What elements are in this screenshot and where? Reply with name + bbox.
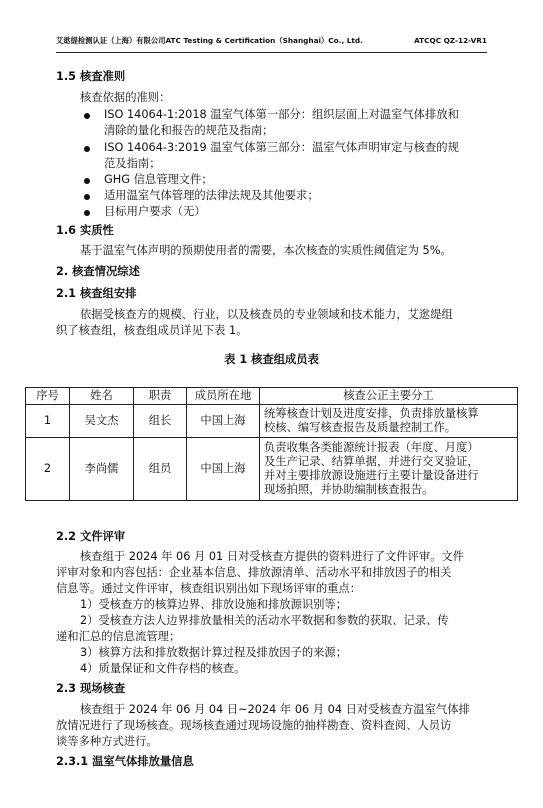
cell-duty — [260, 438, 518, 501]
cell-location: 中国上海 — [187, 438, 260, 501]
duty-line: 现场拍照，并协助编制核查报告。 — [264, 483, 434, 496]
col-header-role: 职责 — [134, 388, 187, 405]
col-header-no: 序号 — [26, 388, 70, 405]
section-2-2-heading: 2.2 文件评审 — [56, 530, 126, 543]
section-2-2-para-line-3: 信息等。通过文件评审，核查组识别出如下现场评审的重点： — [56, 582, 362, 595]
criteria-item-5: 目标用户要求（无） — [104, 205, 206, 218]
section-2-1-body-line-2: 织了核查组，核查组成员详见下表 1。 — [56, 324, 248, 337]
table-row — [26, 438, 518, 501]
criteria-item-3: GHG 信息管理文件； — [104, 173, 213, 186]
section-1-6-heading: 1.6 实质性 — [56, 224, 114, 237]
section-2-3-body-line-2: 放情况进行了现场核查。现场核查通过现场设施的抽样勘查、资料查阅、人员访 — [56, 719, 452, 732]
criteria-item-1-line-2: 清除的量化和报告的规范及指南； — [104, 124, 274, 137]
col-header-duty: 核查公正主要分工 — [260, 388, 518, 405]
cell-no: 2 — [26, 438, 70, 501]
team-members-table — [25, 387, 518, 501]
table-row — [26, 405, 518, 438]
section-2-2-para-line-2: 评审对象和内容包括：企业基本信息、排放源清单、活动水平和排放因子的相关 — [56, 566, 452, 579]
section-2-1-heading: 2.1 核查组安排 — [56, 287, 137, 300]
review-item-4: 4）质量保证和文件存档的核查。 — [80, 662, 246, 675]
table-caption: 表 1 核查组成员表 — [224, 353, 319, 366]
cell-name: 李尚儒 — [70, 438, 134, 501]
header-company: 艾逖缇检测认证（上海）有限公司ATC Testing & Certification（Shanghai）Co., Ltd. — [56, 36, 363, 45]
criteria-item-2-line-1: ISO 14064-3:2019 温室气体第三部分：温室气体声明审定与核查的规 — [104, 141, 459, 154]
col-header-location: 成员所在地 — [187, 388, 260, 405]
section-1-6-body: 基于温室气体声明的预期使用者的需要，本次核查的实质性阈值定为 5%。 — [80, 244, 452, 257]
page-header — [56, 36, 487, 50]
table-header-row — [26, 388, 518, 405]
section-1-5-intro: 核查依据的准则： — [80, 91, 171, 104]
cell-location: 中国上海 — [187, 405, 260, 438]
section-2-3-heading: 2.3 现场核查 — [56, 682, 126, 695]
bullet-dot-icon — [84, 194, 90, 200]
section-2-3-1-heading: 2.3.1 温室气体排放量信息 — [56, 755, 194, 768]
bullet-dot-icon — [84, 210, 90, 216]
section-2-3-body-line-1: 核查组于 2024 年 06 月 04 日~2024 年 06 月 04 日对受核查方温室气体排 — [80, 703, 470, 716]
duty-line: 及生产记录、结算单据，并进行交叉验证， — [264, 455, 479, 468]
cell-no: 1 — [26, 405, 70, 438]
review-item-2-line-1: 2）受核查方法人边界排放量相关的活动水平数据和参数的获取、记录、传 — [80, 614, 449, 627]
section-2-3-body-line-3: 谈等多种方式进行。 — [56, 735, 158, 748]
criteria-item-4: 适用温室气体管理的法律法规及其他要求； — [104, 189, 319, 202]
header-divider — [56, 52, 487, 53]
cell-duty — [260, 405, 518, 438]
cell-role: 组员 — [134, 438, 187, 501]
section-2-2-para-line-1: 核查组于 2024 年 06 月 01 日对受核查方提供的资料进行了文件评审。文件 — [80, 550, 465, 563]
cell-role: 组长 — [134, 405, 187, 438]
section-1-5-heading: 1.5 核查准则 — [56, 70, 126, 83]
duty-line: 统筹核查计划及进度安排，负责排放量核算 — [264, 407, 479, 420]
cell-name: 吴文杰 — [70, 405, 134, 438]
section-2-1-body-line-1: 依据受核查方的规模、行业，以及核查员的专业领域和技术能力，艾逖缇组 — [80, 308, 453, 321]
bullet-dot-icon — [84, 113, 90, 119]
review-item-2-line-2: 递和汇总的信息流管理； — [56, 630, 181, 643]
header-doc-code: ATCQC QZ-12-VR1 — [414, 36, 487, 45]
section-2-heading: 2. 核查情况综述 — [56, 265, 140, 278]
criteria-item-1-line-1: ISO 14064-1:2018 温室气体第一部分：组织层面上对温室气体排放和 — [104, 108, 459, 121]
criteria-item-2-line-2: 范及指南； — [104, 157, 161, 170]
bullet-dot-icon — [84, 146, 90, 152]
duty-line: 并对主要排放源设施进行主要计量设备进行 — [264, 469, 479, 482]
duty-line: 负责收集各类能源统计报表（年度、月度） — [264, 441, 479, 454]
duty-line: 校核、编写核查报告及质量控制工作。 — [264, 421, 457, 434]
review-item-1: 1）受核查方的核算边界、排放设施和排放源识别等； — [80, 598, 348, 611]
col-header-name: 姓名 — [70, 388, 134, 405]
review-item-3: 3）核算方法和排放数据计算过程及排放因子的来源； — [80, 646, 348, 659]
bullet-dot-icon — [84, 178, 90, 184]
